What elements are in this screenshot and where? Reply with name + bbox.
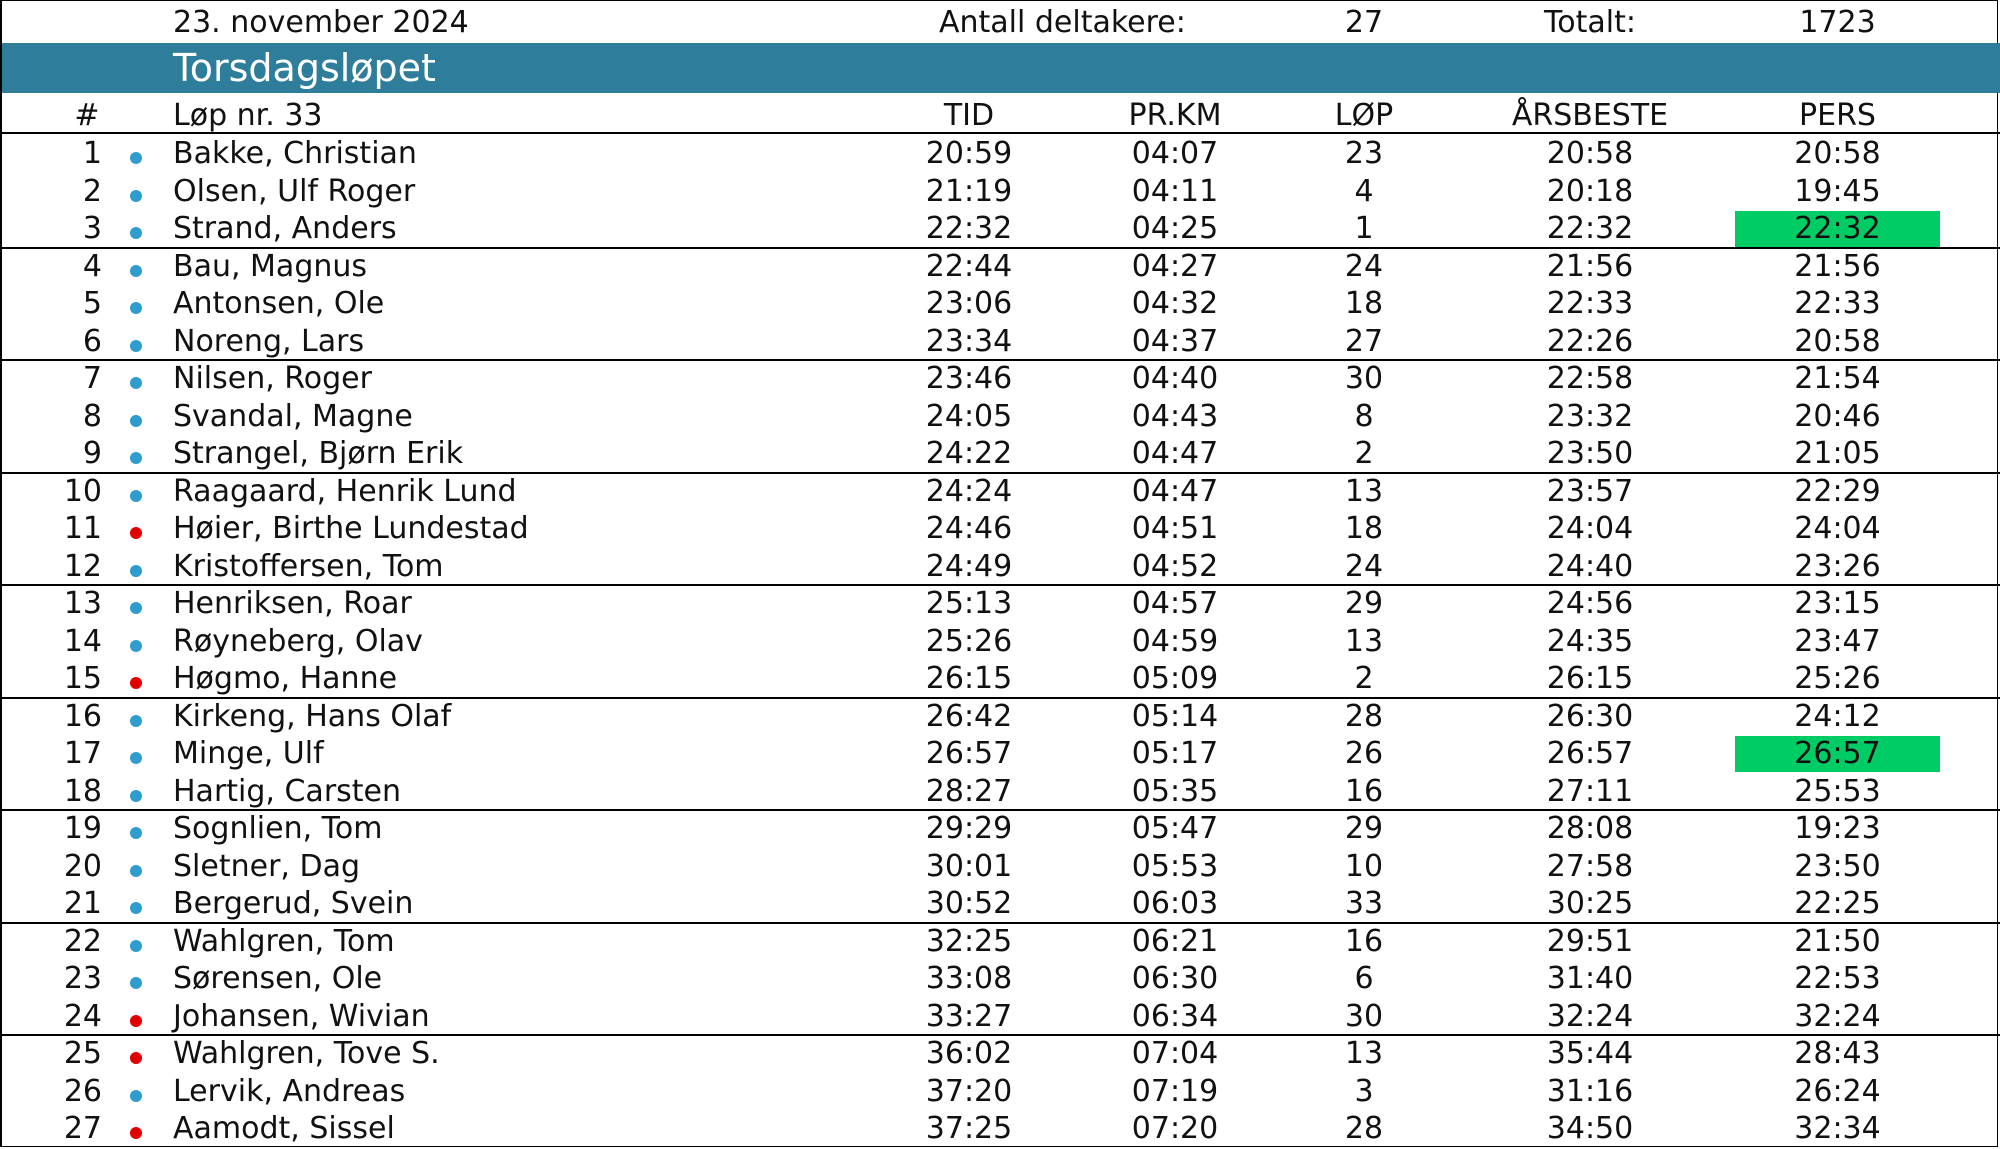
race-count: 2 [1354, 436, 1374, 471]
runner-name: Sognlien, Tom [173, 811, 383, 846]
race-count: 8 [1354, 398, 1374, 434]
season-best: 23:50 [1546, 436, 1634, 471]
female-marker-icon [130, 998, 144, 1036]
pace-per-km: 04:25 [1131, 211, 1219, 246]
rank-number: 19 [63, 811, 102, 846]
gender-dot-icon [130, 565, 142, 577]
rank-number: 25 [63, 1036, 102, 1071]
season-best: 27:11 [1546, 773, 1634, 809]
finish-time: 23:46 [925, 361, 1013, 396]
runner-name: Lervik, Andreas [173, 1073, 406, 1109]
gender-dot-icon [130, 790, 142, 802]
male-marker-icon [130, 1073, 144, 1111]
total-label: Totalt: [1544, 5, 1636, 40]
male-marker-icon [130, 473, 144, 511]
total-value: 1723 [1799, 5, 1876, 40]
table-row [2, 398, 2000, 436]
table-row [2, 210, 2000, 248]
gender-dot-icon [130, 227, 142, 239]
race-date: 23. november 2024 [173, 5, 469, 40]
runner-name: Sørensen, Ole [173, 961, 383, 996]
season-best: 26:57 [1546, 736, 1634, 771]
personal-best: 21:54 [1794, 361, 1881, 396]
season-best: 23:57 [1546, 473, 1634, 509]
personal-best: 24:12 [1794, 698, 1881, 734]
race-count: 18 [1344, 286, 1384, 321]
finish-time: 37:25 [925, 1111, 1013, 1146]
rank-number: 1 [82, 136, 102, 171]
rank-number: 23 [63, 961, 102, 996]
rank-number: 14 [63, 623, 102, 659]
male-marker-icon [130, 210, 144, 248]
race-count: 10 [1344, 848, 1384, 884]
summary-row [2, 4, 2000, 42]
finish-time: 24:22 [925, 436, 1013, 471]
pace-per-km: 04:43 [1131, 398, 1219, 434]
race-count: 29 [1344, 586, 1384, 621]
male-marker-icon [130, 623, 144, 661]
gender-dot-icon [130, 302, 142, 314]
rank-number: 27 [63, 1111, 102, 1146]
table-row [2, 960, 2000, 998]
rank-number: 4 [82, 248, 102, 284]
season-best: 22:33 [1546, 286, 1634, 321]
personal-best: 25:26 [1794, 661, 1881, 696]
personal-best: 32:24 [1794, 998, 1881, 1034]
pace-per-km: 04:40 [1131, 361, 1219, 396]
gender-dot-icon [130, 377, 142, 389]
race-count: 2 [1354, 661, 1374, 696]
personal-best: 20:46 [1794, 398, 1881, 434]
personal-best: 19:23 [1794, 811, 1881, 846]
gender-dot-icon [130, 865, 142, 877]
rank-number: 2 [82, 173, 102, 209]
gender-dot-icon [130, 715, 142, 727]
male-marker-icon [130, 698, 144, 736]
season-best: 24:35 [1546, 623, 1634, 659]
male-marker-icon [130, 585, 144, 623]
table-row [2, 923, 2000, 961]
personal-best: 32:34 [1794, 1111, 1881, 1146]
race-count: 33 [1344, 886, 1384, 921]
table-row [2, 323, 2000, 361]
finish-time: 22:44 [925, 248, 1013, 284]
season-best: 26:30 [1546, 698, 1634, 734]
rank-number: 10 [63, 473, 102, 509]
race-count: 4 [1354, 173, 1374, 209]
title-banner [2, 43, 2000, 93]
male-marker-icon [130, 548, 144, 586]
gender-dot-icon [130, 1015, 142, 1027]
participants-value: 27 [1344, 5, 1384, 40]
finish-time: 24:24 [925, 473, 1013, 509]
pace-per-km: 06:03 [1131, 886, 1219, 921]
table-row [2, 135, 2000, 173]
race-count: 24 [1344, 248, 1384, 284]
female-marker-icon [130, 1035, 144, 1073]
runner-name: Wahlgren, Tom [173, 923, 395, 959]
rank-number: 9 [82, 436, 102, 471]
season-best: 21:56 [1546, 248, 1634, 284]
season-best: 30:25 [1546, 886, 1634, 921]
gender-dot-icon [130, 1127, 142, 1139]
male-marker-icon [130, 135, 144, 173]
col-header-pers: PERS [1799, 98, 1876, 133]
personal-best: 23:50 [1794, 848, 1881, 884]
pace-per-km: 05:35 [1131, 773, 1219, 809]
table-row [2, 773, 2000, 811]
season-best: 23:32 [1546, 398, 1634, 434]
race-count: 24 [1344, 548, 1384, 584]
finish-time: 23:34 [925, 323, 1013, 359]
season-best: 28:08 [1546, 811, 1634, 846]
rank-number: 21 [63, 886, 102, 921]
season-best: 24:04 [1546, 511, 1634, 546]
rank-number: 18 [63, 773, 102, 809]
personal-best: 22:32 [1735, 211, 1940, 247]
gender-dot-icon [130, 640, 142, 652]
pace-per-km: 05:09 [1131, 661, 1219, 696]
pace-per-km: 06:21 [1131, 923, 1219, 959]
race-count: 28 [1344, 1111, 1384, 1146]
male-marker-icon [130, 248, 144, 286]
rank-number: 5 [82, 286, 102, 321]
finish-time: 33:27 [925, 998, 1013, 1034]
runner-name: Høier, Birthe Lundestad [173, 511, 529, 546]
gender-dot-icon [130, 265, 142, 277]
runner-name: Bakke, Christian [173, 136, 417, 171]
pace-per-km: 05:53 [1131, 848, 1219, 884]
female-marker-icon [130, 1110, 144, 1148]
race-count: 3 [1354, 1073, 1374, 1109]
table-row [2, 285, 2000, 323]
runner-name: Olsen, Ulf Roger [173, 173, 416, 209]
table-row [2, 885, 2000, 923]
personal-best: 26:24 [1794, 1073, 1881, 1109]
runner-name: Minge, Ulf [173, 736, 324, 771]
finish-time: 29:29 [925, 811, 1013, 846]
runner-name: Aamodt, Sissel [173, 1111, 395, 1146]
finish-time: 30:52 [925, 886, 1013, 921]
personal-best: 21:05 [1794, 436, 1881, 471]
personal-best: 25:53 [1794, 773, 1881, 809]
season-best: 24:40 [1546, 548, 1634, 584]
gender-dot-icon [130, 190, 142, 202]
personal-best: 20:58 [1794, 136, 1881, 171]
season-best: 31:16 [1546, 1073, 1634, 1109]
race-count: 23 [1344, 136, 1384, 171]
race-count: 13 [1344, 473, 1384, 509]
male-marker-icon [130, 323, 144, 361]
page-title: Torsdagsløpet [173, 46, 436, 90]
race-count: 30 [1344, 361, 1384, 396]
male-marker-icon [130, 885, 144, 923]
runner-name: Sletner, Dag [173, 848, 361, 884]
runner-name: Strangel, Bjørn Erik [173, 436, 464, 471]
race-count: 29 [1344, 811, 1384, 846]
personal-best: 23:47 [1794, 623, 1881, 659]
finish-time: 24:46 [925, 511, 1013, 546]
rank-number: 22 [63, 923, 102, 959]
runner-name: Røyneberg, Olav [173, 623, 423, 659]
season-best: 22:32 [1546, 211, 1634, 246]
personal-best: 20:58 [1794, 323, 1881, 359]
finish-time: 36:02 [925, 1036, 1013, 1071]
table-row [2, 735, 2000, 773]
runner-name: Johansen, Wivian [173, 998, 430, 1034]
finish-time: 23:06 [925, 286, 1013, 321]
runner-name: Kristoffersen, Tom [173, 548, 444, 584]
finish-time: 22:32 [925, 211, 1013, 246]
personal-best: 22:53 [1794, 961, 1881, 996]
table-row [2, 585, 2000, 623]
runner-name: Henriksen, Roar [173, 586, 412, 621]
personal-best: 26:57 [1735, 736, 1940, 772]
pace-per-km: 05:17 [1131, 736, 1219, 771]
finish-time: 26:15 [925, 661, 1013, 696]
rank-number: 8 [82, 398, 102, 434]
table-row [2, 1073, 2000, 1111]
gender-dot-icon [130, 752, 142, 764]
season-best: 22:26 [1546, 323, 1634, 359]
table-row [2, 810, 2000, 848]
rank-number: 12 [63, 548, 102, 584]
gender-dot-icon [130, 1052, 142, 1064]
rank-number: 7 [82, 361, 102, 396]
season-best: 24:56 [1546, 586, 1634, 621]
runner-name: Wahlgren, Tove S. [173, 1036, 440, 1071]
male-marker-icon [130, 285, 144, 323]
gender-dot-icon [130, 452, 142, 464]
personal-best: 21:50 [1794, 923, 1881, 959]
table-row [2, 623, 2000, 661]
pace-per-km: 04:27 [1131, 248, 1219, 284]
race-count: 16 [1344, 923, 1384, 959]
season-best: 22:58 [1546, 361, 1634, 396]
gender-dot-icon [130, 902, 142, 914]
personal-best: 28:43 [1794, 1036, 1881, 1071]
runner-name: Raagaard, Henrik Lund [173, 473, 517, 509]
finish-time: 37:20 [925, 1073, 1013, 1109]
finish-time: 20:59 [925, 136, 1013, 171]
race-count: 18 [1344, 511, 1384, 546]
gender-dot-icon [130, 1090, 142, 1102]
season-best: 20:58 [1546, 136, 1634, 171]
table-row [2, 698, 2000, 736]
rank-number: 26 [63, 1073, 102, 1109]
rank-number: 24 [63, 998, 102, 1034]
pace-per-km: 04:59 [1131, 623, 1219, 659]
table-row [2, 248, 2000, 286]
gender-dot-icon [130, 827, 142, 839]
gender-dot-icon [130, 677, 142, 689]
rank-number: 15 [63, 661, 102, 696]
race-count: 13 [1344, 1036, 1384, 1071]
pace-per-km: 04:47 [1131, 436, 1219, 471]
col-header-arsbeste: ÅRSBESTE [1511, 98, 1669, 133]
row-separator [2, 132, 2000, 134]
gender-dot-icon [130, 602, 142, 614]
race-count: 30 [1344, 998, 1384, 1034]
pace-per-km: 06:30 [1131, 961, 1219, 996]
race-count: 26 [1344, 736, 1384, 771]
runner-name: Kirkeng, Hans Olaf [173, 698, 452, 734]
finish-time: 24:05 [925, 398, 1013, 434]
pace-per-km: 04:51 [1131, 511, 1219, 546]
race-count: 6 [1354, 961, 1374, 996]
pace-per-km: 04:47 [1131, 473, 1219, 509]
table-row [2, 360, 2000, 398]
season-best: 35:44 [1546, 1036, 1634, 1071]
participants-label: Antall deltakere: [939, 5, 1186, 40]
finish-time: 24:49 [925, 548, 1013, 584]
gender-dot-icon [130, 340, 142, 352]
pace-per-km: 04:57 [1131, 586, 1219, 621]
runner-name: Noreng, Lars [173, 323, 365, 359]
runner-name: Bau, Magnus [173, 248, 368, 284]
season-best: 27:58 [1546, 848, 1634, 884]
male-marker-icon [130, 173, 144, 211]
table-row [2, 548, 2000, 586]
gender-dot-icon [130, 527, 142, 539]
finish-time: 26:57 [925, 736, 1013, 771]
table-row [2, 848, 2000, 886]
season-best: 20:18 [1546, 173, 1634, 209]
pace-per-km: 07:20 [1131, 1111, 1219, 1146]
season-best: 32:24 [1546, 998, 1634, 1034]
runner-name: Svandal, Magne [173, 398, 413, 434]
table-row [2, 510, 2000, 548]
rank-number: 17 [63, 736, 102, 771]
table-row [2, 173, 2000, 211]
race-count: 1 [1354, 211, 1374, 246]
rank-number: 3 [82, 211, 102, 246]
personal-best: 22:29 [1794, 473, 1881, 509]
col-header-race: Løp nr. 33 [173, 98, 323, 133]
gender-dot-icon [130, 152, 142, 164]
finish-time: 25:26 [925, 623, 1013, 659]
pace-per-km: 05:47 [1131, 811, 1219, 846]
female-marker-icon [130, 510, 144, 548]
finish-time: 28:27 [925, 773, 1013, 809]
season-best: 31:40 [1546, 961, 1634, 996]
season-best: 26:15 [1546, 661, 1634, 696]
male-marker-icon [130, 398, 144, 436]
pace-per-km: 04:32 [1131, 286, 1219, 321]
rank-number: 6 [82, 323, 102, 359]
gender-dot-icon [130, 940, 142, 952]
table-row [2, 435, 2000, 473]
table-header [2, 97, 2000, 135]
race-count: 27 [1344, 323, 1384, 359]
runner-name: Nilsen, Roger [173, 361, 372, 396]
pace-per-km: 04:37 [1131, 323, 1219, 359]
finish-time: 25:13 [925, 586, 1013, 621]
finish-time: 32:25 [925, 923, 1013, 959]
male-marker-icon [130, 810, 144, 848]
pace-per-km: 06:34 [1131, 998, 1219, 1034]
male-marker-icon [130, 773, 144, 811]
pace-per-km: 07:19 [1131, 1073, 1219, 1109]
table-row [2, 660, 2000, 698]
finish-time: 21:19 [925, 173, 1013, 209]
female-marker-icon [130, 660, 144, 698]
col-header-num: # [74, 98, 100, 133]
male-marker-icon [130, 735, 144, 773]
pace-per-km: 04:11 [1131, 173, 1219, 209]
season-best: 29:51 [1546, 923, 1634, 959]
male-marker-icon [130, 848, 144, 886]
personal-best: 22:25 [1794, 886, 1881, 921]
gender-dot-icon [130, 415, 142, 427]
table-row [2, 1110, 2000, 1148]
col-header-prkm: PR.KM [1128, 98, 1222, 133]
table-row [2, 1035, 2000, 1073]
pace-per-km: 04:07 [1131, 136, 1219, 171]
male-marker-icon [130, 360, 144, 398]
finish-time: 26:42 [925, 698, 1013, 734]
pace-per-km: 07:04 [1131, 1036, 1219, 1071]
table-row [2, 473, 2000, 511]
male-marker-icon [130, 435, 144, 473]
runner-name: Bergerud, Svein [173, 886, 414, 921]
personal-best: 24:04 [1794, 511, 1881, 546]
race-count: 28 [1344, 698, 1384, 734]
runner-name: Antonsen, Ole [173, 286, 385, 321]
personal-best: 21:56 [1794, 248, 1881, 284]
race-count: 16 [1344, 773, 1384, 809]
runner-name: Hartig, Carsten [173, 773, 402, 809]
male-marker-icon [130, 960, 144, 998]
rank-number: 20 [63, 848, 102, 884]
personal-best: 19:45 [1794, 173, 1881, 209]
runner-name: Høgmo, Hanne [173, 661, 398, 696]
male-marker-icon [130, 923, 144, 961]
rank-number: 16 [63, 698, 102, 734]
gender-dot-icon [130, 490, 142, 502]
finish-time: 33:08 [925, 961, 1013, 996]
pace-per-km: 05:14 [1131, 698, 1219, 734]
rank-number: 13 [63, 586, 102, 621]
pace-per-km: 04:52 [1131, 548, 1219, 584]
table-row [2, 998, 2000, 1036]
personal-best: 23:26 [1794, 548, 1881, 584]
col-header-tid: TID [943, 98, 995, 133]
runner-name: Strand, Anders [173, 211, 397, 246]
season-best: 34:50 [1546, 1111, 1634, 1146]
finish-time: 30:01 [925, 848, 1013, 884]
col-header-lop: LØP [1334, 98, 1394, 133]
rank-number: 11 [63, 511, 102, 546]
gender-dot-icon [130, 977, 142, 989]
personal-best: 23:15 [1794, 586, 1881, 621]
race-count: 13 [1344, 623, 1384, 659]
personal-best: 22:33 [1794, 286, 1881, 321]
